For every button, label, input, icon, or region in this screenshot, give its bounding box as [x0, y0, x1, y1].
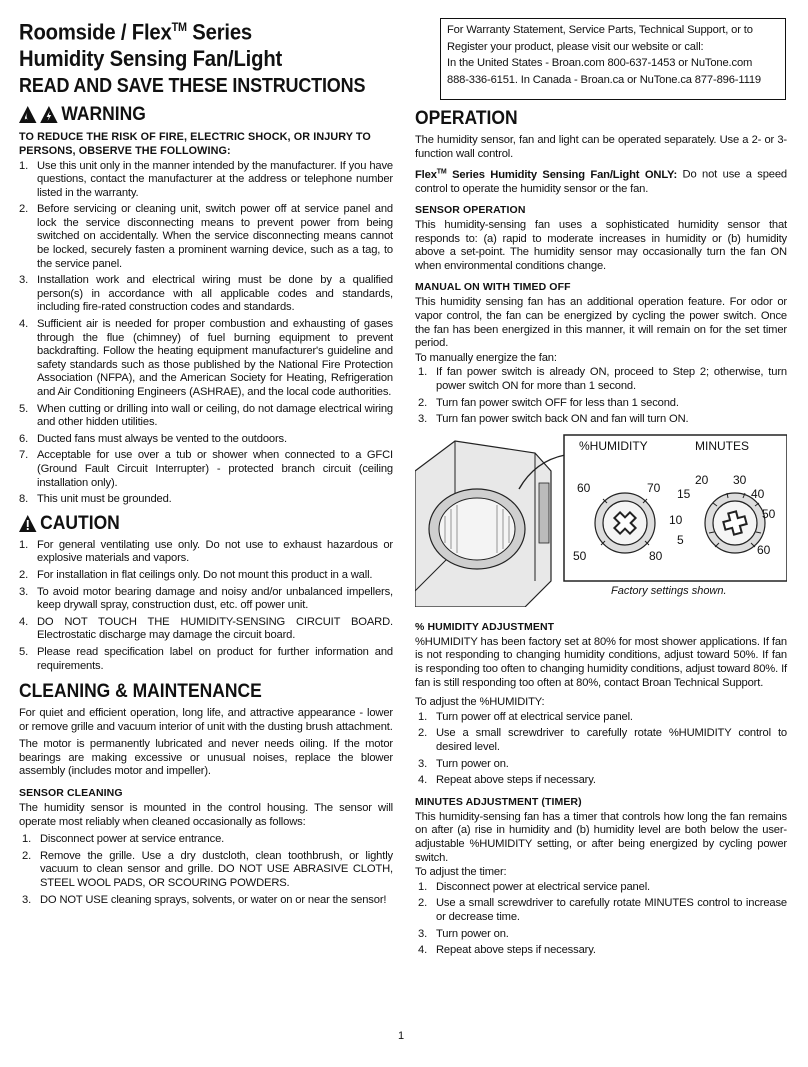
- sensor-operation-text: This humidity-sensing fan uses a sophisticated humidity sensor that responds to: (a) rapid to moderate increases in humidity or (b) humidity above a set-point. The humidity sensor may occasionally turn the fan ON when environmental conditions change.: [415, 219, 787, 272]
- warning-heading: [19, 104, 363, 126]
- item-text: For general ventilating use only. Do not use to exhaust hazardous or explosive materials and vapors.: [37, 538, 393, 565]
- minutes-tick-30: 30: [733, 472, 747, 487]
- minutes-adjustment-text: This humidity-sensing fan has a timer that controls how long the fan remains on after (a) rise in humidity and (b) humidity level are both below the user-adjustable %HUMIDITY setting, or after being energized by cycling power switch.: [415, 810, 787, 864]
- item-number: 5.: [19, 402, 29, 415]
- humidity-dial-label: %HUMIDITY: [579, 438, 648, 453]
- item-text: Repeat above steps if necessary.: [436, 944, 596, 957]
- minutes-tick-5: 5: [677, 532, 684, 547]
- minutes-step: [415, 928, 787, 942]
- item-number: 4.: [19, 615, 29, 628]
- item-number: 2.: [418, 897, 428, 910]
- control-figure: [415, 431, 787, 607]
- item-number: 2.: [19, 203, 29, 216]
- caution-item: [19, 616, 393, 643]
- manual-on-heading: MANUAL ON WITH TIMED OFF: [415, 281, 571, 294]
- item-number: 6.: [19, 432, 29, 445]
- minutes-tick-60: 60: [757, 542, 771, 557]
- item-number: 2.: [19, 568, 29, 581]
- cleaning-heading: CLEANING & MAINTENANCE: [19, 681, 262, 703]
- minutes-steps: [415, 881, 787, 958]
- contact-box: [440, 18, 786, 100]
- manual-steps: [415, 366, 787, 426]
- humidity-tick-80: 80: [649, 548, 663, 563]
- caution-list: [19, 539, 393, 673]
- sensor-cleaning-heading: SENSOR CLEANING: [19, 787, 123, 800]
- operation-paragraph-2: Flex™ Series Humidity Sensing Fan/Light ONLY: Do not use a speed control to operate the humidity sensor or the fan.: [415, 168, 787, 195]
- item-number: 3.: [418, 757, 428, 770]
- item-number: 2.: [418, 396, 428, 409]
- item-text: Use this unit only in the manner intended by the manufacturer. If you have questions, contact the manufacturer at the address or telephone number listed in the warranty.: [37, 159, 393, 199]
- item-text: Installation work and electrical wiring must be done by a qualified person(s) in accordance with all applicable codes and standards, including fire-rated construction codes and standards.: [37, 274, 393, 314]
- warning-item: [19, 403, 393, 430]
- contact-line: Register your product, please visit our website or call:: [447, 40, 704, 53]
- warning-item: [19, 318, 393, 400]
- humidity-adjustment-text: %HUMIDITY has been factory set at 80% for most shower applications. If fan is not responding to changing humidity conditions, adjust toward 50%. If fan is responding too often to changing humidity conditions, adjust toward 80%. If fan is still responding too often at 80%, contact Broan Technical Support.: [415, 635, 787, 689]
- warning-title: WARNING: [61, 103, 146, 125]
- item-text: DO NOT TOUCH THE HUMIDITY-SENSING CIRCUIT BOARD. Electrostatic discharge may damage the circuit board.: [37, 615, 393, 642]
- item-text: To avoid motor bearing damage and noisy and/or unbalanced impellers, keep drywall spray, construction dust, etc. off power unit.: [37, 585, 393, 612]
- warning-item: [19, 433, 393, 447]
- minutes-tick-40: 40: [751, 486, 765, 501]
- humidity-tick-50: 50: [573, 548, 587, 563]
- item-text: Use a small screwdriver to carefully rotate MINUTES control to increase or decrease time.: [436, 897, 787, 923]
- read-save-heading: READ AND SAVE THESE INSTRUCTIONS: [19, 74, 366, 97]
- operation-paragraph-1: The humidity sensor, fan and light can be operated separately. Use a 2- or 3-function wall control.: [415, 134, 787, 160]
- item-number: 2.: [418, 727, 428, 740]
- item-text: Turn power off at electrical service panel.: [436, 710, 633, 723]
- humidity-steps: [415, 711, 787, 788]
- item-text: Disconnect power at electrical service panel.: [436, 880, 650, 893]
- sensor-operation-heading: SENSOR OPERATION: [415, 204, 526, 217]
- item-text: Sufficient air is needed for proper combustion and exhausting of gases through the flue (chimney) of fuel burning equipment to prevent backdrafting. Follow the heating equipment manufacturer's guideline and safety standards such as those published by the National Fire Protection Association (NFPA), and the American Society for Heating, Refrigeration and Air Conditioning Engineers (ASHRAE), and the local code authorities.: [37, 318, 393, 398]
- figure-caption: Factory settings shown.: [611, 584, 727, 597]
- humidity-step: [415, 774, 787, 788]
- humidity-step: [415, 758, 787, 772]
- manual-step: [415, 413, 787, 427]
- minutes-dial-label: MINUTES: [695, 438, 749, 453]
- item-number: 1.: [19, 538, 29, 551]
- item-text: Please read specification label on product for further information and requirements.: [37, 645, 393, 672]
- item-text: Ducted fans must always be vented to the outdoors.: [37, 432, 287, 445]
- item-text: This unit must be grounded.: [37, 493, 172, 506]
- item-number: 5.: [19, 645, 29, 658]
- manual-on-text: This humidity sensing fan has an additional operation feature. For odor or vapor control, the fan can be energized by cycling the power switch. Once the fan has been energized in this manner, it will remain on for the set timer period.: [415, 296, 787, 350]
- cleaning-paragraph-2: The motor is permanently lubricated and never needs oiling. If the motor bearings are making excessive or unusual noises, replace the blower assembly (includes motor and impeller).: [19, 738, 393, 778]
- manual-step: [415, 366, 787, 393]
- warning-list: [19, 160, 393, 507]
- caution-item: [19, 539, 393, 566]
- warning-item: [19, 160, 393, 201]
- manual-on-intro: To manually energize the fan:: [415, 351, 557, 364]
- item-text: Turn power on.: [436, 757, 509, 770]
- item-number: 3.: [418, 413, 428, 426]
- caution-heading: [19, 513, 363, 535]
- minutes-tick-50: 50: [762, 506, 776, 521]
- item-number: 3.: [418, 927, 428, 940]
- cleaning-step: [19, 894, 393, 908]
- contact-line: For Warranty Statement, Service Parts, Technical Support, or to: [447, 24, 753, 36]
- item-text: Turn fan power switch back ON and fan will turn ON.: [436, 413, 689, 426]
- caution-item: [19, 569, 393, 583]
- minutes-tick-20: 20: [695, 472, 709, 487]
- cleaning-paragraph-1: For quiet and efficient operation, long life, and attractive appearance - lower or remove grille and vacuum interior of unit with the dusting brush attachment.: [19, 707, 393, 733]
- humidity-adjustment-intro: To adjust the %HUMIDITY:: [415, 696, 545, 709]
- item-text: If fan power switch is already ON, proceed to Step 2; otherwise, turn power switch ON for more than 1 second.: [436, 366, 787, 393]
- warning-item: [19, 274, 393, 315]
- minutes-step: [415, 897, 787, 924]
- item-number: 7.: [19, 449, 29, 462]
- item-number: 4.: [418, 774, 428, 787]
- item-number: 1.: [418, 710, 428, 723]
- item-number: 2.: [22, 849, 32, 862]
- item-text: Remove the grille. Use a dry dustcloth, clean toothbrush, or lightly vacuum to clean sensor and grille. DO NOT USE ABRASIVE CLOTH, STEEL WOOL PADS, OR SCOURING POWDERS.: [40, 849, 393, 890]
- item-number: 4.: [19, 318, 29, 331]
- caution-title: CAUTION: [40, 512, 120, 534]
- item-text: For installation in flat ceilings only. Do not mount this product in a wall.: [37, 568, 373, 581]
- warning-item: [19, 449, 393, 490]
- item-number: 1.: [22, 833, 32, 846]
- operation-heading: OPERATION: [415, 108, 518, 129]
- warning-item: [19, 493, 393, 507]
- item-number: 3.: [22, 893, 32, 906]
- cleaning-steps: [19, 833, 393, 907]
- item-text: Before servicing or cleaning unit, switch power off at service panel and lock the service disconnecting means to prevent power from being switched on accidentally. When the service disconnecting means cannot be locked, securely fasten a prominent warning device, such as a tag, to the service panel.: [37, 203, 393, 270]
- item-number: 3.: [19, 585, 29, 598]
- item-number: 1.: [418, 880, 428, 893]
- caution-item: [19, 586, 393, 613]
- item-text: Disconnect power at service entrance.: [40, 833, 225, 846]
- item-text: Turn power on.: [436, 927, 509, 940]
- humidity-adjustment-heading: % HUMIDITY ADJUSTMENT: [415, 620, 555, 633]
- warning-item: [19, 203, 393, 271]
- humidity-tick-60: 60: [577, 480, 591, 495]
- minutes-step: [415, 881, 787, 895]
- cleaning-step: [19, 850, 393, 891]
- item-number: 3.: [19, 274, 29, 287]
- minutes-tick-15: 15: [677, 486, 691, 501]
- item-text: DO NOT USE cleaning sprays, solvents, or water on or near the sensor!: [40, 893, 387, 906]
- minutes-adjustment-intro: To adjust the timer:: [415, 866, 507, 879]
- humidity-tick-70: 70: [647, 480, 661, 495]
- cleaning-step: [19, 833, 393, 847]
- item-text: Use a small screwdriver to carefully rotate %HUMIDITY control to desired level.: [436, 727, 787, 753]
- contact-line: In the United States - Broan.com 800-637-1453 or NuTone.com: [447, 57, 753, 70]
- humidity-step: [415, 711, 787, 725]
- document-subtitle: Humidity Sensing Fan/Light: [19, 45, 283, 71]
- item-text: Acceptable for use over a tub or shower when connected to a GFCI (Ground Fault Circuit Interrupter) - protected branch circuit (ceiling installation only).: [37, 449, 393, 489]
- item-text: Repeat above steps if necessary.: [436, 774, 596, 787]
- warning-intro: TO REDUCE THE RISK OF FIRE, ELECTRIC SHOCK, OR INJURY TO PERSONS, OBSERVE THE FOLLOWING:: [19, 130, 371, 157]
- right-column: [415, 108, 787, 961]
- item-number: 1.: [418, 366, 428, 379]
- item-text: Turn fan power switch OFF for less than 1 second.: [436, 396, 679, 409]
- minutes-tick-10: 10: [669, 512, 683, 527]
- caution-item: [19, 646, 393, 673]
- fire-warning-icon: [19, 106, 36, 123]
- caution-icon: [19, 515, 36, 532]
- sensor-cleaning-text: The humidity sensor is mounted in the control housing. The sensor will operate most reliably when cleaned occasionally as follows:: [19, 802, 393, 828]
- humidity-step: [415, 727, 787, 754]
- item-number: 4.: [418, 944, 428, 957]
- item-number: 8.: [19, 493, 29, 506]
- document-title: Roomside / Flex™ Series: [19, 19, 253, 45]
- item-text: When cutting or drilling into wall or ceiling, do not damage electrical wiring and other hidden utilities.: [37, 402, 393, 429]
- shock-warning-icon: [40, 106, 57, 123]
- minutes-step: [415, 944, 787, 958]
- manual-step: [415, 397, 787, 411]
- left-column: [19, 14, 393, 910]
- contact-line: 888-336-6151. In Canada - Broan.ca or NuTone.ca 877-896-1119: [447, 73, 761, 86]
- page-number: 1: [398, 1030, 405, 1042]
- item-number: 1.: [19, 159, 29, 172]
- fan-housing-illustration: [415, 431, 787, 607]
- minutes-adjustment-heading: MINUTES ADJUSTMENT (TIMER): [415, 795, 582, 808]
